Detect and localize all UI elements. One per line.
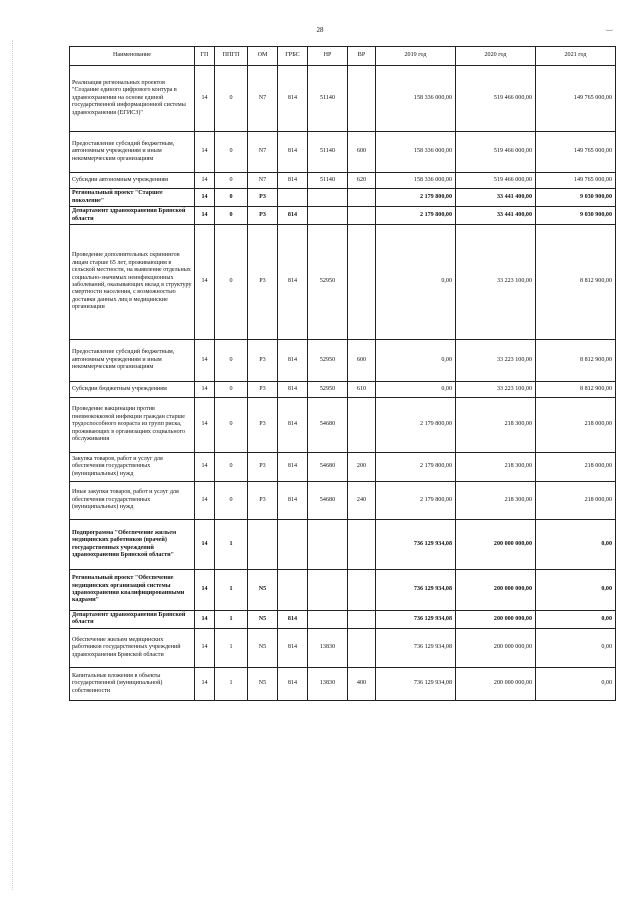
col-header-om: ОМ — [248, 47, 278, 66]
cell-vr — [348, 66, 376, 132]
cell-grbs — [278, 520, 308, 570]
cell-amount-2020: 33 223 100,00 — [456, 340, 536, 382]
cell-grbs: 814 — [278, 382, 308, 398]
cell-gp: 14 — [195, 520, 215, 570]
cell-om: N5 — [248, 611, 278, 629]
cell-name: Региональный проект "Обеспечение медицинских организаций системы здравоохранения квалифицированными кадрами" — [70, 570, 195, 611]
cell-vr: 240 — [348, 482, 376, 520]
cell-nr — [308, 520, 348, 570]
col-header-grbs: ГРБС — [278, 47, 308, 66]
cell-vr: 400 — [348, 667, 376, 700]
cell-name: Обеспечение жильем медицинских работников государственных учреждений здравоохранения Брянской области — [70, 628, 195, 667]
cell-ppgp: 0 — [215, 482, 248, 520]
cell-grbs: 814 — [278, 628, 308, 667]
cell-amount-2021: 9 030 900,00 — [536, 189, 616, 207]
cell-nr: 51140 — [308, 173, 348, 189]
page-number: 28 — [316, 26, 324, 34]
cell-name: Субсидии бюджетным учреждениям — [70, 382, 195, 398]
cell-om: P3 — [248, 340, 278, 382]
cell-grbs: 814 — [278, 340, 308, 382]
cell-ppgp: 1 — [215, 667, 248, 700]
cell-om: P3 — [248, 382, 278, 398]
cell-ppgp: 1 — [215, 520, 248, 570]
col-header-nr: НР — [308, 47, 348, 66]
cell-amount-2019: 2 179 800,00 — [376, 398, 456, 453]
cell-gp: 14 — [195, 482, 215, 520]
table-header-row — [70, 47, 616, 66]
cell-gp: 14 — [195, 66, 215, 132]
cell-nr — [308, 207, 348, 225]
cell-gp: 14 — [195, 453, 215, 482]
cell-om: N5 — [248, 628, 278, 667]
cell-amount-2021: 8 812 900,00 — [536, 225, 616, 340]
table-row — [70, 453, 616, 482]
table-row — [70, 482, 616, 520]
cell-vr — [348, 570, 376, 611]
cell-gp: 14 — [195, 132, 215, 173]
cell-amount-2021: 218 000,00 — [536, 453, 616, 482]
cell-amount-2021: 0,00 — [536, 611, 616, 629]
cell-amount-2019: 736 129 934,08 — [376, 520, 456, 570]
table-row — [70, 340, 616, 382]
cell-amount-2021: 149 765 000,00 — [536, 173, 616, 189]
table-row — [70, 189, 616, 207]
cell-om: P3 — [248, 225, 278, 340]
table-row — [70, 207, 616, 225]
cell-amount-2020: 218 300,00 — [456, 453, 536, 482]
cell-om: P3 — [248, 207, 278, 225]
cell-nr: 51140 — [308, 132, 348, 173]
table-row — [70, 398, 616, 453]
table-row — [70, 520, 616, 570]
cell-grbs: 814 — [278, 132, 308, 173]
cell-name: Проведение вакцинации против пневмококковой инфекции граждан старше трудоспособного возраста из групп риска, проживающих в организациях социального обслуживания — [70, 398, 195, 453]
cell-grbs: 814 — [278, 398, 308, 453]
cell-amount-2020: 218 300,00 — [456, 482, 536, 520]
cell-ppgp: 1 — [215, 611, 248, 629]
cell-ppgp: 0 — [215, 207, 248, 225]
cell-name: Подпрограмма "Обеспечение жильем медицинских работников (врачей) государственных учреждений здравоохранения Брянской области" — [70, 520, 195, 570]
cell-vr: 610 — [348, 382, 376, 398]
cell-name: Региональный проект "Старшее поколение" — [70, 189, 195, 207]
cell-nr: 13830 — [308, 628, 348, 667]
col-header-2020: 2020 год — [456, 47, 536, 66]
cell-amount-2020: 33 441 400,00 — [456, 189, 536, 207]
cell-om: N7 — [248, 132, 278, 173]
cell-amount-2019: 158 336 000,00 — [376, 132, 456, 173]
cell-gp: 14 — [195, 173, 215, 189]
cell-amount-2020: 33 441 400,00 — [456, 207, 536, 225]
cell-amount-2021: 218 000,00 — [536, 482, 616, 520]
col-header-2019: 2019 год — [376, 47, 456, 66]
cell-nr: 54680 — [308, 482, 348, 520]
cell-gp: 14 — [195, 570, 215, 611]
cell-nr: 52950 — [308, 340, 348, 382]
cell-om: P3 — [248, 189, 278, 207]
cell-grbs: 814 — [278, 482, 308, 520]
cell-name: Закупка товаров, работ и услуг для обеспечения государственных (муниципальных) нужд — [70, 453, 195, 482]
cell-vr — [348, 398, 376, 453]
cell-gp: 14 — [195, 611, 215, 629]
cell-om: P3 — [248, 453, 278, 482]
cell-amount-2021: 9 030 900,00 — [536, 207, 616, 225]
cell-name: Капитальные вложения в объекты государственной (муниципальной) собственности — [70, 667, 195, 700]
cell-gp: 14 — [195, 398, 215, 453]
cell-om: P3 — [248, 482, 278, 520]
cell-gp: 14 — [195, 189, 215, 207]
cell-vr — [348, 628, 376, 667]
corner-mark: ‿ — [606, 22, 613, 31]
cell-nr — [308, 570, 348, 611]
cell-amount-2020: 33 223 100,00 — [456, 225, 536, 340]
cell-name: Предоставление субсидий бюджетным, автономным учреждениям и иным некоммерческим организациям — [70, 132, 195, 173]
cell-name: Субсидии автономным учреждениям — [70, 173, 195, 189]
cell-nr: 51140 — [308, 66, 348, 132]
cell-amount-2020: 519 466 000,00 — [456, 132, 536, 173]
cell-amount-2021: 149 765 000,00 — [536, 132, 616, 173]
cell-om: N5 — [248, 570, 278, 611]
cell-nr: 54680 — [308, 398, 348, 453]
table-row — [70, 667, 616, 700]
cell-amount-2019: 2 179 800,00 — [376, 189, 456, 207]
cell-grbs: 814 — [278, 66, 308, 132]
cell-amount-2019: 736 129 934,08 — [376, 570, 456, 611]
cell-amount-2019: 2 179 800,00 — [376, 207, 456, 225]
cell-vr: 200 — [348, 453, 376, 482]
cell-gp: 14 — [195, 340, 215, 382]
cell-name: Проведение дополнительных скринингов лицам старше 65 лет, проживающим в сельской местности, на выявление отдельных социально-значимых неинфекционных заболеваний, оказывающих вклад в структуру смертности населения, с возможностью доставки данных лиц в медицинские организации — [70, 225, 195, 340]
cell-nr — [308, 611, 348, 629]
cell-grbs: 814 — [278, 173, 308, 189]
cell-grbs: 814 — [278, 207, 308, 225]
cell-gp: 14 — [195, 207, 215, 225]
cell-gp: 14 — [195, 382, 215, 398]
cell-amount-2020: 200 000 000,00 — [456, 667, 536, 700]
cell-ppgp: 1 — [215, 628, 248, 667]
cell-vr — [348, 520, 376, 570]
cell-amount-2019: 2 179 800,00 — [376, 482, 456, 520]
table-row — [70, 225, 616, 340]
budget-table — [69, 46, 616, 701]
cell-amount-2020: 519 466 000,00 — [456, 66, 536, 132]
cell-nr: 54680 — [308, 453, 348, 482]
cell-ppgp: 0 — [215, 189, 248, 207]
cell-name: Предоставление субсидий бюджетным, автономным учреждениям и иным некоммерческим организациям — [70, 340, 195, 382]
cell-amount-2019: 0,00 — [376, 340, 456, 382]
table-row — [70, 132, 616, 173]
cell-amount-2019: 158 336 000,00 — [376, 66, 456, 132]
cell-name: Департамент здравоохранения Брянской области — [70, 611, 195, 629]
cell-amount-2020: 200 000 000,00 — [456, 570, 536, 611]
cell-grbs: 814 — [278, 611, 308, 629]
cell-amount-2019: 158 336 000,00 — [376, 173, 456, 189]
cell-ppgp: 0 — [215, 340, 248, 382]
cell-nr: 13830 — [308, 667, 348, 700]
cell-om: P3 — [248, 398, 278, 453]
cell-amount-2021: 0,00 — [536, 520, 616, 570]
cell-amount-2019: 736 129 934,08 — [376, 611, 456, 629]
cell-amount-2020: 200 000 000,00 — [456, 628, 536, 667]
cell-nr: 52950 — [308, 382, 348, 398]
cell-grbs — [278, 570, 308, 611]
table-row — [70, 611, 616, 629]
cell-gp: 14 — [195, 628, 215, 667]
cell-amount-2021: 8 812 900,00 — [536, 340, 616, 382]
table-row — [70, 570, 616, 611]
cell-vr: 600 — [348, 340, 376, 382]
cell-grbs: 814 — [278, 225, 308, 340]
cell-om — [248, 520, 278, 570]
cell-om: N7 — [248, 66, 278, 132]
cell-vr — [348, 225, 376, 340]
cell-amount-2019: 736 129 934,08 — [376, 667, 456, 700]
cell-vr — [348, 189, 376, 207]
col-header-vr: ВР — [348, 47, 376, 66]
cell-ppgp: 1 — [215, 570, 248, 611]
cell-ppgp: 0 — [215, 66, 248, 132]
col-header-gp: ГП — [195, 47, 215, 66]
cell-ppgp: 0 — [215, 382, 248, 398]
cell-name: Иные закупки товаров, работ и услуг для обеспечения государственных (муниципальных) нужд — [70, 482, 195, 520]
col-header-2021: 2021 год — [536, 47, 616, 66]
cell-grbs — [278, 189, 308, 207]
cell-amount-2021: 0,00 — [536, 628, 616, 667]
table-row — [70, 382, 616, 398]
cell-vr — [348, 207, 376, 225]
cell-ppgp: 0 — [215, 398, 248, 453]
cell-vr — [348, 611, 376, 629]
cell-om: N5 — [248, 667, 278, 700]
table-row — [70, 66, 616, 132]
cell-gp: 14 — [195, 667, 215, 700]
table-row — [70, 628, 616, 667]
cell-nr: 52950 — [308, 225, 348, 340]
cell-vr: 620 — [348, 173, 376, 189]
cell-grbs: 814 — [278, 667, 308, 700]
col-header-name: Наименование — [70, 47, 195, 66]
table-row — [70, 173, 616, 189]
cell-gp: 14 — [195, 225, 215, 340]
cell-amount-2019: 2 179 800,00 — [376, 453, 456, 482]
cell-ppgp: 0 — [215, 453, 248, 482]
cell-amount-2021: 218 000,00 — [536, 398, 616, 453]
cell-amount-2020: 519 466 000,00 — [456, 173, 536, 189]
cell-amount-2020: 200 000 000,00 — [456, 520, 536, 570]
cell-ppgp: 0 — [215, 173, 248, 189]
cell-amount-2019: 0,00 — [376, 382, 456, 398]
cell-om: N7 — [248, 173, 278, 189]
cell-amount-2020: 33 223 100,00 — [456, 382, 536, 398]
margin-dots — [12, 40, 15, 890]
cell-amount-2019: 736 129 934,08 — [376, 628, 456, 667]
col-header-ppgp: ППГП — [215, 47, 248, 66]
cell-amount-2021: 8 812 900,00 — [536, 382, 616, 398]
cell-name: Реализация региональных проектов "Создание единого цифрового контура в здравоохранении на основе единой государственной информационной системы здравоохранения (ЕГИСЗ)" — [70, 66, 195, 132]
cell-name: Департамент здравоохранения Брянской области — [70, 207, 195, 225]
cell-amount-2019: 0,00 — [376, 225, 456, 340]
cell-amount-2020: 200 000 000,00 — [456, 611, 536, 629]
cell-nr — [308, 189, 348, 207]
cell-amount-2021: 0,00 — [536, 667, 616, 700]
cell-amount-2021: 0,00 — [536, 570, 616, 611]
cell-ppgp: 0 — [215, 225, 248, 340]
cell-amount-2020: 218 300,00 — [456, 398, 536, 453]
cell-vr: 600 — [348, 132, 376, 173]
cell-amount-2021: 149 765 000,00 — [536, 66, 616, 132]
cell-ppgp: 0 — [215, 132, 248, 173]
cell-grbs: 814 — [278, 453, 308, 482]
